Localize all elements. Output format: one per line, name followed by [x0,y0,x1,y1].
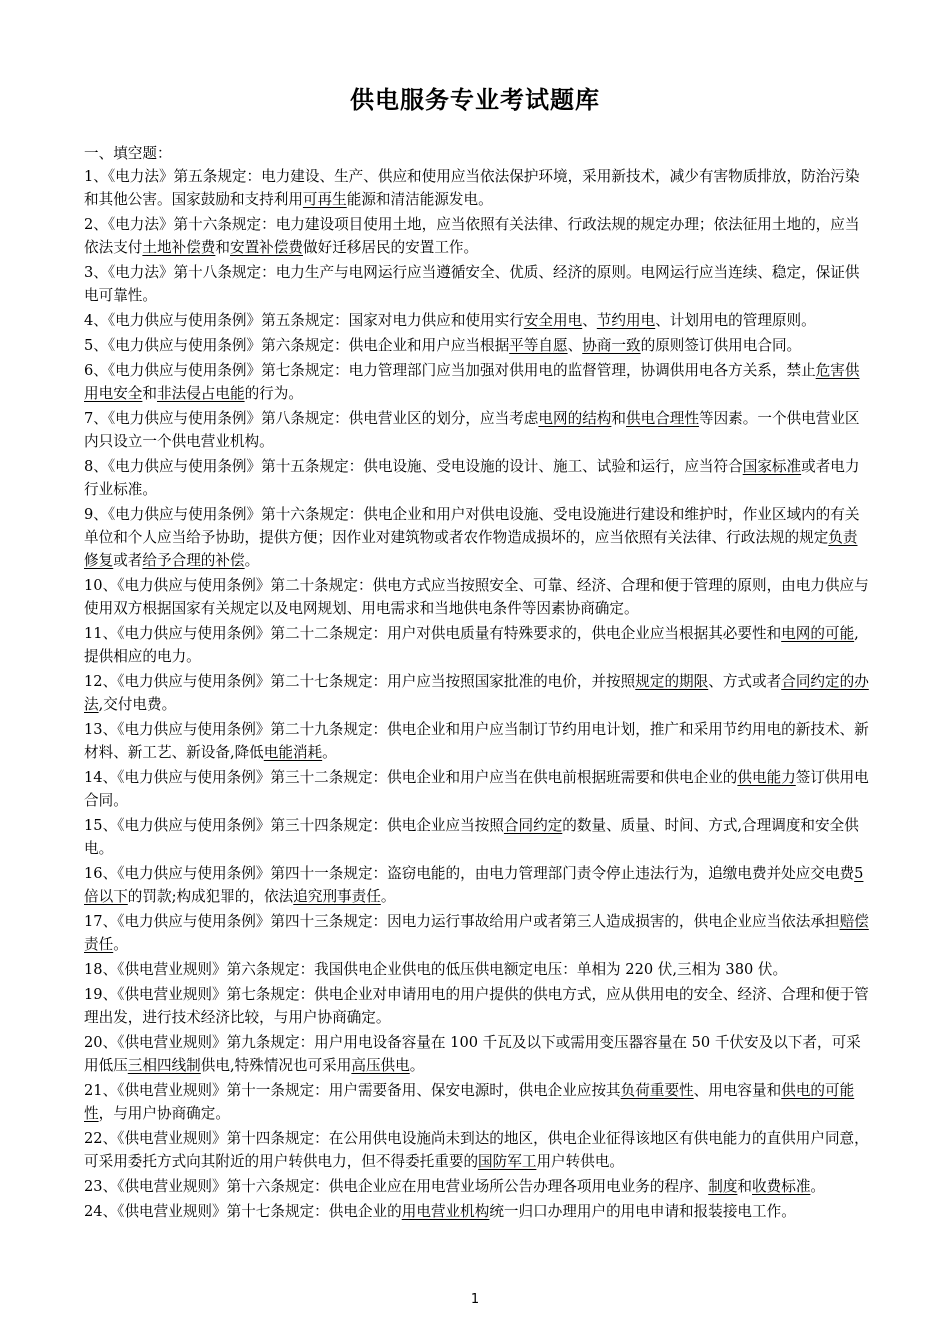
answer-blank: 合同约定的办法 [84,673,869,713]
question-item [84,407,872,453]
answer-blank: 电网的结构 [538,410,612,427]
question-text: 。 [322,744,337,761]
answer-blank: 安全用电 [523,312,583,329]
answer-blank: 供电合理性 [626,410,699,427]
question-text: 17、《电力供应与使用条例》第四十三条规定：因电力运行事故给用户或者第三人造成损害的，供电企业应当依法承担 [84,913,840,930]
page-number: 1 [470,1292,480,1307]
answer-blank: 安置补偿费 [229,239,303,256]
question-text: 供电,特殊情况也可采用 [200,1057,352,1074]
question-item [84,814,872,860]
question-text: 。 [380,888,396,905]
answer-blank: 给予合理的补偿 [142,552,245,569]
answer-blank: 赔偿责任 [84,913,869,953]
answer-blank: 高压供电 [351,1057,410,1074]
answer-blank: 供电的可能性 [84,1082,855,1122]
question-text: 或者电力行业标准。 [84,458,860,498]
question-text: ,提供相应的电力。 [84,625,859,665]
question-text: 的行为。 [244,385,303,402]
question-item [84,455,872,501]
question-text: 5、《电力供应与使用条例》第六条规定：供电企业和用户应当根据 [84,337,510,354]
question-text: 和 [611,410,626,427]
question-item [84,1200,872,1223]
answer-blank: 非法侵占电能 [157,385,245,402]
question-text: 8、《电力供应与使用条例》第十五条规定：供电设施、受电设施的设计、施工、试验和运行，应当符合 [84,458,743,475]
answer-blank: 危害供用电安全 [84,362,860,402]
question-item [84,334,872,357]
question-item [84,910,872,956]
question-text: 和 [737,1178,753,1195]
question-item [84,718,872,764]
question-text: 2、《电力法》第十六条规定：电力建设项目使用土地，应当依照有关法律、行政法规的规定办理；依法征用土地的，应当依法支付 [84,216,860,256]
question-text: ，与用户协商确定。 [98,1105,230,1122]
question-text: 。 [409,1057,425,1074]
question-text: 的数量、质量、时间、方式,合理调度和安全供电。 [84,817,859,857]
question-text: 19、《供电营业规则》第七条规定：供电企业对申请用电的用户提供的供电方式，应从供用电的安全、经济、合理和便于管理出发，进行技术经济比较，与用户协商确定。 [84,986,869,1026]
question-item [84,503,872,572]
question-text: 做好迁移居民的安置工作。 [302,239,479,256]
question-text: 13、《电力供应与使用条例》第二十九条规定：供电企业和用户应当制订节约用电计划，推广和采用节约用电的新技术、新材料、新工艺、新设备,降低 [84,721,869,761]
question-item [84,670,872,716]
answer-blank: 节约用电 [596,312,656,329]
question-text: ,交付电费。 [98,696,177,713]
question-text: 9、《电力供应与使用条例》第十六条规定：供电企业和用户对供电设施、受电设施进行建设和维护时，作业区域内的有关单位和个人应当给予协助，提供方便；因作业对建筑物或者农作物造成损坏的，应当依照有关法律、行政法规的规定 [84,506,860,546]
question-item [84,1127,872,1173]
question-text: 签订供用电合同。 [84,769,869,809]
question-text: 。 [244,552,260,569]
question-text: 3、《电力法》第十八条规定：电力生产与电网运行应当遵循安全、优质、经济的原则。电网运行应当连续、稳定，保证供电可靠性。 [84,264,860,304]
question-item [84,622,872,668]
document-body [84,142,872,1225]
question-text: 16、《电力供应与使用条例》第四十一条规定：盗窃电能的，由电力管理部门责令停止违法行为，追缴电费并处应交电费 [84,865,855,882]
question-text: 18、《供电营业规则》第六条规定：我国供电企业供电的低压供电额定电压：单相为 220 伏,三相为 380 伏。 [84,961,788,978]
question-text: 能源和清洁能源发电。 [346,191,493,208]
question-text: 6、《电力供应与使用条例》第七条规定：电力管理部门应当加强对供用电的监督管理，协调供用电各方关系，禁止 [84,362,816,379]
question-text: 7、《电力供应与使用条例》第八条规定：供电营业区的划分，应当考虑 [84,410,539,427]
answer-blank: 土地补偿费 [142,239,216,256]
question-text: 、 [582,312,597,329]
question-text: 14、《电力供应与使用条例》第三十二条规定：供电企业和用户应当在供电前根据班需要和供电企业的 [84,769,738,786]
question-text: 等因素。一个供电营业区内只设立一个供电营业机构。 [84,410,860,450]
question-text: 22、《供电营业规则》第十四条规定：在公用供电设施尚未到达的地区，供电企业征得该地区有供电能力的直供用户同意，可采用委托方式向其附近的用户转供电力，但不得委托重要的 [84,1130,869,1170]
question-item [84,1079,872,1125]
document-title: 供电服务专业考试题库 [350,86,600,114]
answer-blank: 用电营业机构 [401,1203,490,1220]
question-text: 24、《供电营业规则》第十七条规定：供电企业的 [84,1203,402,1220]
question-text: 。 [113,936,128,953]
answer-blank: 合同约定 [503,817,563,834]
question-item [84,1175,872,1198]
answer-blank: 收费标准 [752,1178,811,1195]
answer-blank: 三相四线制 [127,1057,201,1074]
question-item [84,213,872,259]
question-text: 15、《电力供应与使用条例》第三十四条规定：供电企业应当按照 [84,817,504,834]
question-text: 、计划用电的管理原则。 [655,312,816,329]
answer-blank: 协商一致 [582,337,641,354]
answer-blank: 供电能力 [737,769,796,786]
question-text: 23、《供电营业规则》第十六条规定：供电企业应在用电营业场所公告办理各项用电业务的程序、 [84,1178,709,1195]
answer-blank: 追究刑事责任 [293,888,381,905]
question-text: 4、《电力供应与使用条例》第五条规定：国家对电力供应和使用实行 [84,312,524,329]
answer-blank: 国防军工 [478,1153,537,1170]
question-text: 、 [567,337,583,354]
question-text: 、用电容量和 [693,1082,782,1099]
question-text: 20、《供电营业规则》第九条规定：用户用电设备容量在 100 千瓦及以下或需用变压器容量在 50 千伏安及以下者，可采用低压 [84,1034,861,1074]
question-text: 用户转供电。 [536,1153,625,1170]
question-item [84,958,872,981]
answer-blank: 制度 [708,1178,738,1195]
question-item [84,983,872,1029]
question-text: 。 [810,1178,826,1195]
answer-blank: 可再生 [302,191,347,208]
question-item [84,165,872,211]
question-item [84,309,872,332]
answer-blank: 电能消耗 [263,744,323,761]
question-item [84,261,872,307]
question-text: 11、《电力供应与使用条例》第二十二条规定：用户对供电质量有特殊要求的，供电企业应当根据其必要性和 [84,625,782,642]
answer-blank: 规定的期限 [635,673,709,690]
answer-blank: 电网的可能 [781,625,855,642]
question-item [84,359,872,405]
answer-blank: 5 倍以下 [84,865,864,905]
answer-blank: 负荷重要性 [620,1082,694,1099]
question-text: 12、《电力供应与使用条例》第二十七条规定：用户应当按照国家批准的电价，并按照 [84,673,636,690]
question-text: 和 [142,385,157,402]
question-text: 统一归口办理用户的用电申请和报装接电工作。 [489,1203,796,1220]
question-text: 的原则签订供用电合同。 [640,337,802,354]
question-item [84,574,872,620]
answer-blank: 国家标准 [742,458,802,475]
question-text: 或者 [113,552,143,569]
question-text: 10、《电力供应与使用条例》第二十条规定：供电方式应当按照安全、可靠、经济、合理和便于管理的原则，由电力供应与使用双方根据国家有关规定以及电网规划、用电需求和当地供电条件等因素协商确定。 [84,577,869,617]
question-text: 、方式或者 [708,673,782,690]
question-text: 1、《电力法》第五条规定：电力建设、生产、供应和使用应当依法保护环境，采用新技术，减少有害物质排放，防治污染和其他公害。国家鼓励和支持利用 [84,168,860,208]
question-list [84,165,872,1223]
answer-blank: 负责修复 [84,529,858,569]
section-heading: 一、填空题： [84,145,172,162]
question-item [84,1031,872,1077]
question-text: 的罚款;构成犯罪的，依法 [127,888,294,905]
answer-blank: 平等自愿 [509,337,568,354]
question-text: 和 [215,239,230,256]
question-item [84,862,872,908]
question-text: 21、《供电营业规则》第十一条规定：用户需要备用、保安电源时，供电企业应按其 [84,1082,621,1099]
question-item [84,766,872,812]
